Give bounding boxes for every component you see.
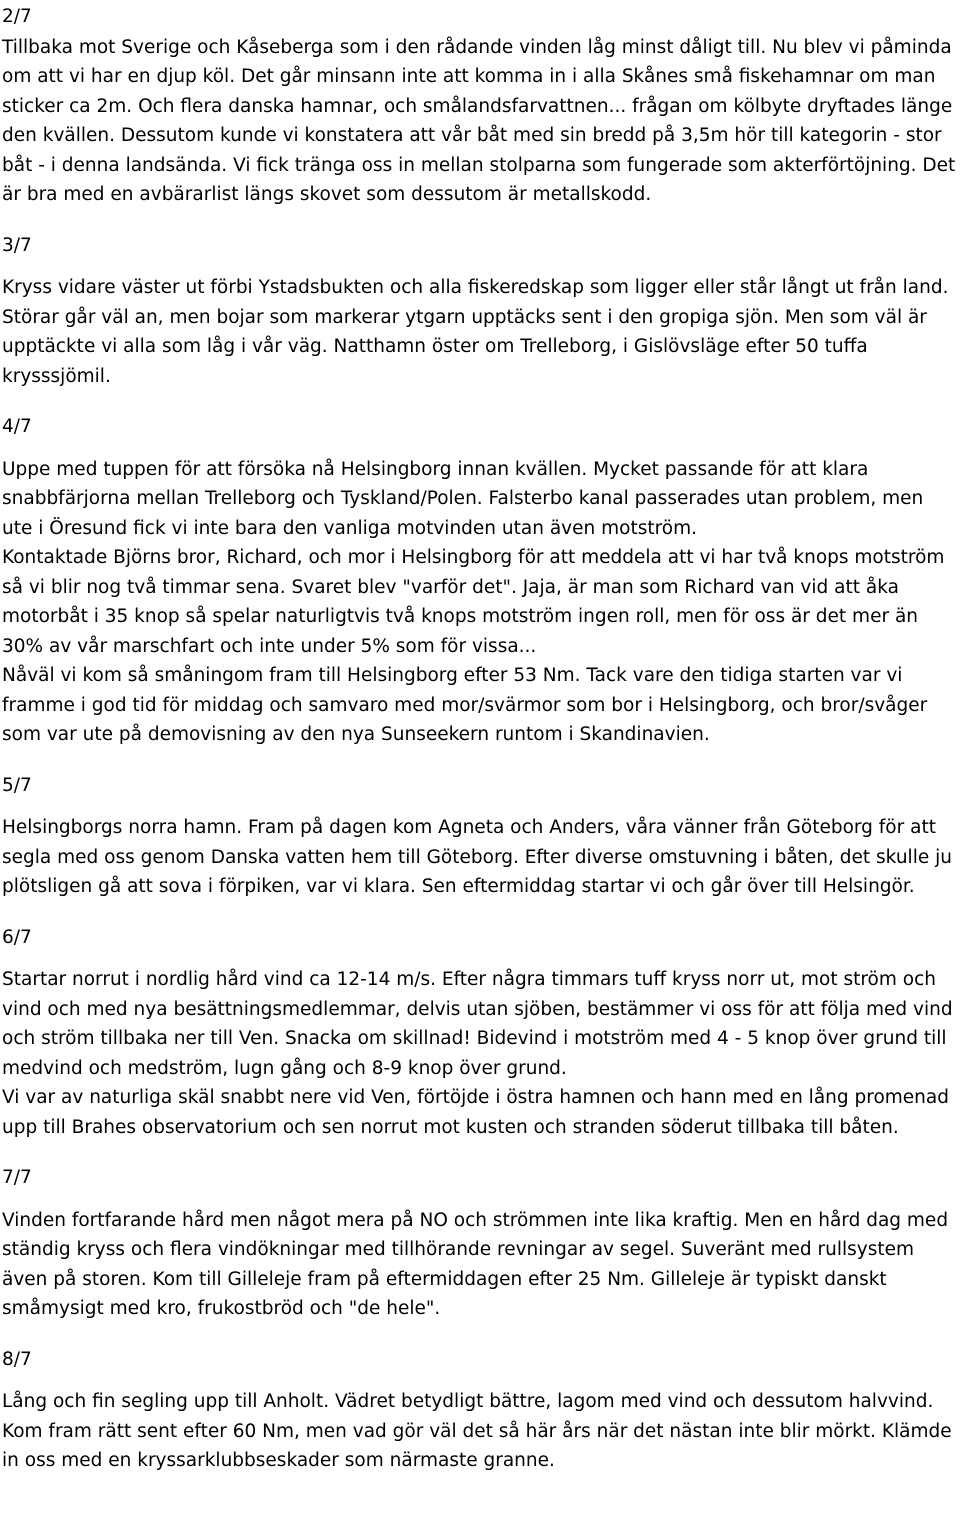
- diary-entry-8-7: [2, 1343, 958, 1476]
- entry-paragraph: Vi var av naturliga skäl snabbt nere vid Ven, förtöjde i östra hamnen och hann med en lång promenad upp till Brahes observatorium och sen norrut mot kusten och stranden söderut tillbaka till båten.: [2, 1087, 949, 1138]
- entry-paragraph: Kontaktade Björns bror, Richard, och mor i Helsingborg för att meddela att vi har två knops motström så vi blir nog två timmar sena. Svaret blev "varför det". Jaja, är man som Richard van vid att åka motorbåt i 35 knop så spelar naturligtvis två knops motström ingen roll, men för oss är det mer än 30% av vår marschfart och inte under 5% som för vissa...: [2, 547, 945, 657]
- diary-entry-7-7: [2, 1161, 958, 1324]
- entry-paragraph: Kryss vidare väster ut förbi Ystadsbukten och alla fiskeredskap som ligger eller står långt ut från land. Störar går väl an, men bojar som markerar ytgarn upptäcks sent i den gropiga sjön. Men som väl är upptäckte vi alla som låg i vår väg. Natthamn öster om Trelleborg, i Gislövsläge efter 50 tuffa krysssjömil.: [2, 277, 949, 387]
- entry-paragraph: Helsingborgs norra hamn. Fram på dagen kom Agneta och Anders, våra vänner från Göteborg för att segla med oss genom Danska vatten hem till Göteborg. Efter diverse omstuvning i båten, det skulle ju plötsligen gå att sova i förpiken, var vi klara. Sen eftermiddag startar vi och går över till Helsingör.: [2, 817, 952, 897]
- document-page: [2, 0, 958, 1495]
- entry-date: 7/7: [2, 1167, 32, 1188]
- diary-entry-5-7: [2, 769, 958, 902]
- entry-paragraph: Tillbaka mot Sverige och Kåseberga som i den rådande vinden låg minst dåligt till. Nu blev vi påminda om att vi har en djup köl. Det går minsann inte att komma in i alla Skånes små fiskehamnar om man sticker ca 2m. Och flera danska hamnar, och smålandsfarvattnen... frågan om kölbyte dryftades länge den kvällen. Dessutom kunde vi konstatera att vår båt med sin bredd på 3,5m hör till kategorin - stor båt - i denna landsända. Vi fick tränga oss in mellan stolparna som fungerade som akterförtöjning. Det är bra med en avbärarlist längs skovet som dessutom är metallskodd.: [2, 36, 956, 205]
- entry-paragraph: Uppe med tuppen för att försöka nå Helsingborg innan kvällen. Mycket passande för att klara snabbfärjorna mellan Trelleborg och Tyskland/Polen. Falsterbo kanal passerades utan problem, men ute i Öresund fick vi inte bara den vanliga motvinden utan även motström.: [2, 458, 924, 539]
- entry-date: 2/7: [2, 6, 32, 27]
- diary-entry-2-7: [2, 0, 958, 210]
- entry-date: 3/7: [2, 234, 32, 256]
- entry-paragraph: Vinden fortfarande hård men något mera på NO och strömmen inte lika kraftig. Men en hård dag med ständig kryss och flera vindökningar med tillhörande revningar av segel. Suveränt med rullsystem även på storen. Kom till Gilleleje fram på eftermiddagen efter 25 Nm. Gilleleje är typiskt danskt småmysigt med kro, frukostbröd och "de hele".: [2, 1209, 949, 1319]
- diary-entry-6-7: [2, 921, 958, 1143]
- diary-entry-3-7: [2, 229, 958, 392]
- entry-date: 6/7: [2, 926, 32, 948]
- entry-paragraph: Nåväl vi kom så småningom fram till Helsingborg efter 53 Nm. Tack vare den tidiga starten var vi framme i god tid för middag och samvaro med mor/svärmor som bor i Helsingborg, och bror/svåger som var ute på demovisning av den nya Sunseekern runtom i Skandinavien.: [2, 665, 928, 745]
- diary-entry-4-7: [2, 410, 958, 750]
- entry-date: 8/7: [2, 1348, 32, 1370]
- entry-paragraph: Startar norrut i nordlig hård vind ca 12-14 m/s. Efter några timmars tuff kryss norr ut, mot ström och vind och med nya besättningsmedlemmar, delvis utan sjöben, bestämmer vi oss för att följa med vind och ström tillbaka ner till Ven. Snacka om skillnad! Bidevind i motström med 4 - 5 knop över grund till medvind och medström, lugn gång och 8-9 knop över grund.: [2, 969, 953, 1079]
- entry-paragraph: Lång och fin segling upp till Anholt. Vädret betydligt bättre, lagom med vind och dessutom halvvind. Kom fram rätt sent efter 60 Nm, men vad gör väl det så här års när det nästan inte blir mörkt. Klämde in oss med en kryssarklubbseskader som närmaste granne.: [2, 1391, 952, 1471]
- entry-date: 4/7: [2, 416, 32, 437]
- entry-date: 5/7: [2, 774, 32, 796]
